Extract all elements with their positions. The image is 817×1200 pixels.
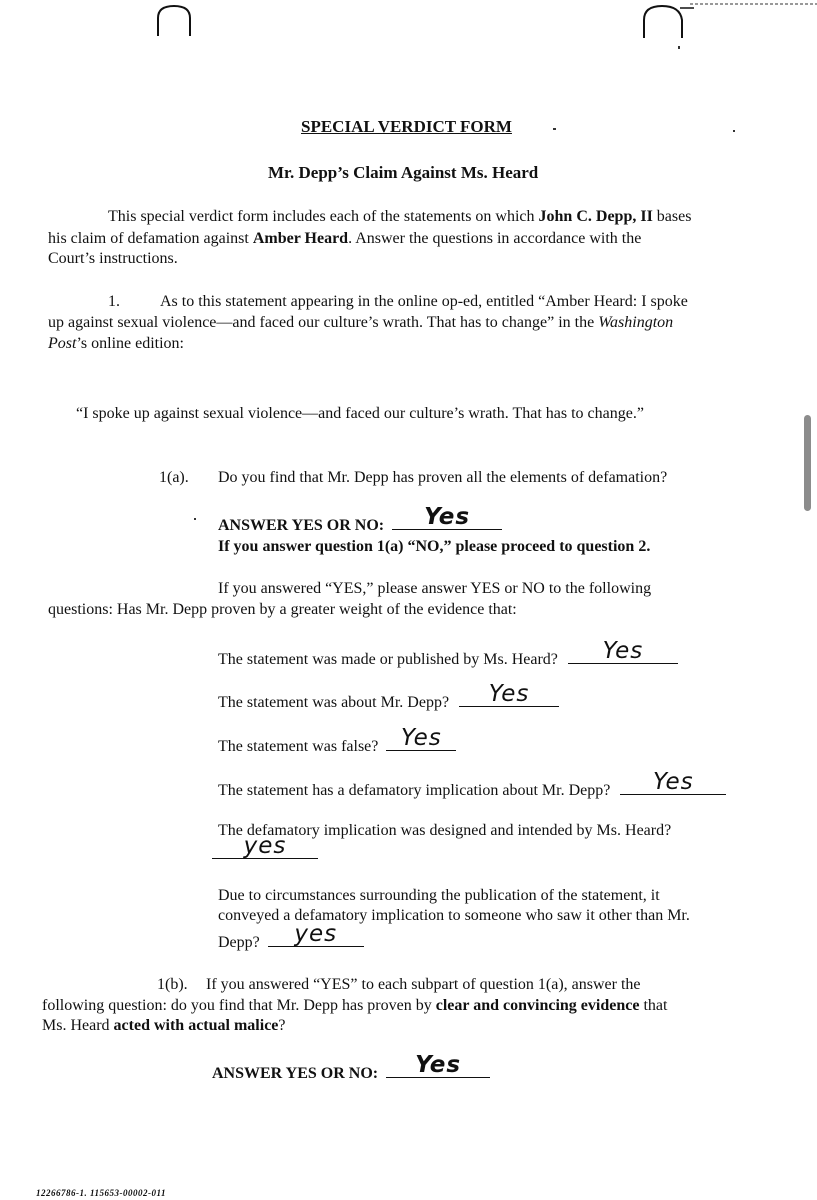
scan-speck bbox=[194, 518, 196, 520]
subpart-defamatory-implication: The statement has a defamatory implication about Mr. Depp? Yes bbox=[218, 776, 726, 800]
subpart-circumstances-line-1: Due to circumstances surrounding the publication of the statement, it bbox=[218, 887, 660, 904]
subpart-made-or-published-answer-field[interactable] bbox=[568, 638, 678, 664]
q1b-answer-field[interactable] bbox=[386, 1052, 490, 1078]
q1a-followup-line-2: questions: Has Mr. Depp proven by a greater weight of the evidence that: bbox=[48, 601, 517, 618]
scan-speck bbox=[553, 128, 556, 130]
handwritten-answer: Yes bbox=[401, 725, 442, 751]
handwritten-answer: yes bbox=[294, 921, 338, 947]
q1-line-2: up against sexual violence—and faced our culture’s wrath. That has to change” in the Washington bbox=[48, 314, 674, 331]
subpart-circumstances-line-3: Depp? yes bbox=[218, 928, 364, 952]
form-title: SPECIAL VERDICT FORM bbox=[301, 117, 512, 136]
q1a-answer-prompt: ANSWER YES OR NO: bbox=[218, 517, 385, 534]
handwritten-answer: yes bbox=[243, 833, 287, 859]
binder-hole-mark-right bbox=[636, 2, 696, 42]
q1-number: 1. bbox=[108, 293, 120, 310]
q1b-line-3: Ms. Heard acted with actual malice? bbox=[42, 1017, 286, 1034]
intro-line-1: This special verdict form includes each of the statements on which John C. Depp, II bases bbox=[108, 208, 692, 225]
q1a-answer-row bbox=[218, 504, 502, 535]
subpart-false: The statement was false? Yes bbox=[218, 732, 456, 756]
intro-line-2: his claim of defamation against Amber Heard. Answer the questions in accordance with the bbox=[48, 230, 642, 247]
handwritten-answer: Yes bbox=[488, 681, 530, 707]
q1a-handwritten-answer: Yes bbox=[424, 504, 471, 530]
form-subtitle: Mr. Depp’s Claim Against Ms. Heard bbox=[268, 163, 539, 182]
subpart-about-depp-answer-field[interactable] bbox=[459, 681, 559, 707]
q1-line-1: As to this statement appearing in the online op-ed, entitled “Amber Heard: I spoke bbox=[160, 293, 688, 310]
subpart-false-answer-field[interactable] bbox=[386, 725, 456, 751]
scan-speck bbox=[733, 130, 735, 132]
subpart-circumstances-line-2: conveyed a defamatory implication to someone who saw it other than Mr. bbox=[218, 907, 690, 924]
binder-hole-mark-left bbox=[150, 2, 200, 38]
handwritten-answer: Yes bbox=[602, 638, 644, 664]
intro-line-3: Court’s instructions. bbox=[48, 250, 178, 267]
q1b-line-2: following question: do you find that Mr. Depp has proven by clear and convincing evidence that bbox=[42, 997, 668, 1014]
q1a-label: 1(a). bbox=[159, 469, 189, 486]
q1a-followup-line-1: If you answered “YES,” please answer YES or NO to the following bbox=[218, 580, 652, 597]
q1b-answer-prompt: ANSWER YES OR NO: bbox=[212, 1065, 379, 1082]
footer-doc-id: 12266786-1. 115653-00002-011 bbox=[36, 1188, 166, 1198]
subpart-designed-intended: The defamatory implication was designed and intended by Ms. Heard? bbox=[218, 822, 672, 839]
subpart-about-depp: The statement was about Mr. Depp? Yes bbox=[218, 688, 559, 712]
quoted-statement: “I spoke up against sexual violence—and faced our culture’s wrath. That has to change.” bbox=[76, 405, 644, 422]
subpart-defamatory-implication-answer-field[interactable] bbox=[620, 769, 726, 795]
q1b-handwritten-answer: Yes bbox=[415, 1052, 462, 1078]
q1b-answer-row bbox=[212, 1052, 490, 1083]
scan-speck bbox=[678, 46, 680, 49]
handwritten-answer: Yes bbox=[653, 769, 694, 795]
subpart-designed-intended-answer-field[interactable] bbox=[212, 833, 318, 859]
q1b-label: 1(b). bbox=[157, 976, 188, 993]
q1b-line-1: If you answered “YES” to each subpart of question 1(a), answer the bbox=[206, 976, 641, 993]
q1a-question: Do you find that Mr. Depp has proven all the elements of defamation? bbox=[218, 469, 668, 486]
subpart-designed-intended-answer-row bbox=[212, 833, 318, 864]
q1a-answer-field[interactable] bbox=[392, 504, 502, 530]
vertical-scrollbar[interactable] bbox=[804, 415, 811, 511]
subpart-made-or-published: The statement was made or published by Ms. Heard? Yes bbox=[218, 645, 678, 669]
top-edge-mark bbox=[690, 0, 817, 8]
q1a-instruction: If you answer question 1(a) “NO,” please proceed to question 2. bbox=[218, 538, 651, 555]
q1-line-3: Post’s online edition: bbox=[48, 335, 184, 352]
